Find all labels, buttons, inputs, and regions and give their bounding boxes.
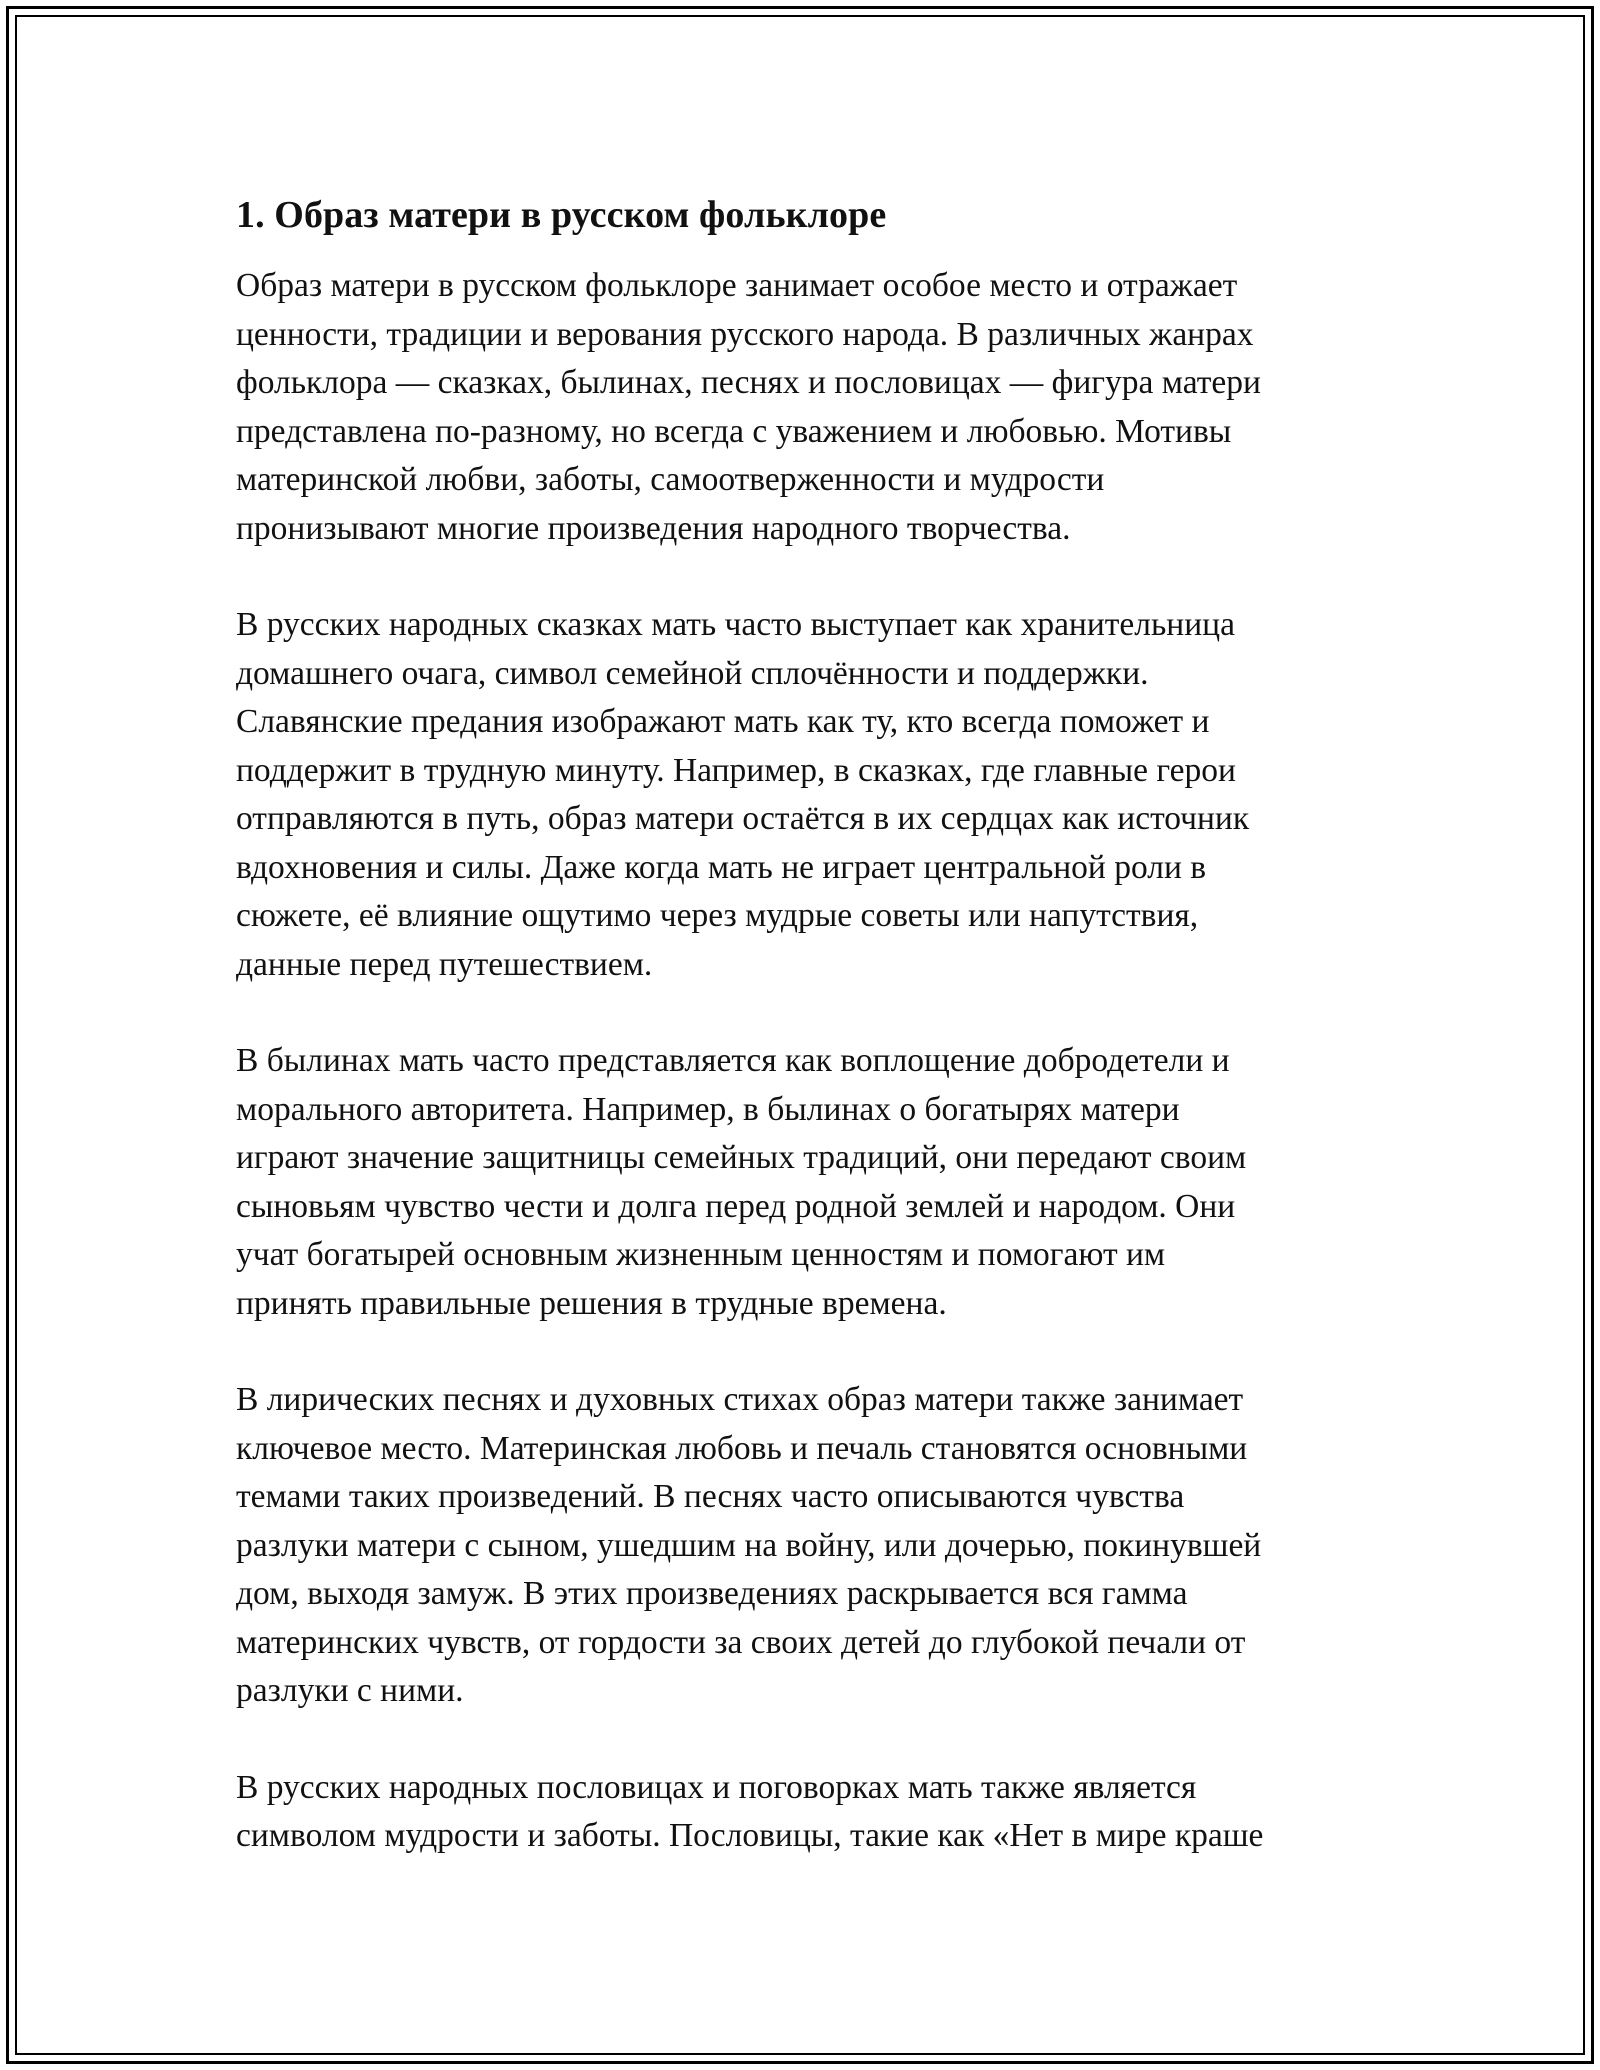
section-heading: 1. Образ матери в русском фольклоре <box>236 194 887 236</box>
document-body <box>236 186 1396 1909</box>
paragraph-proverbs: В русских народных пословицах и поговорках мать также является символом мудрости и заботы. Пословицы, такие как «Нет в мире краше <box>236 1768 1264 1854</box>
paragraph-intro: Образ матери в русском фольклоре занимает особое место и отражает ценности, традиции и верования русского народа. В различных жанрах фольклора — сказках, былинах, песнях и пословицах — фигура матери представлена по-разному, но всегда с уважением и любовью. Мотивы материнской любви, заботы, самоотверженности и мудрости пронизывают многие произведения народного творчества. <box>236 267 1261 547</box>
paragraph-byliny: В былинах мать часто представляется как воплощение добродетели и морального авторитета. Например, в былинах о богатырях матери играют значение защитницы семейных традиций, они передают своим сыновьям чувство чести и долга перед родной землей и народом. Они учат богатырей основным жизненным ценностям и помогают им принять правильные решения в трудные времена. <box>236 1042 1247 1322</box>
paragraph-fairy-tales: В русских народных сказках мать часто выступает как хранительница домашнего очага, символ семейной сплочённости и поддержки. Славянские предания изображают мать как ту, кто всегда поможет и поддержит в трудную минуту. Например, в сказках, где главные герои отправляются в путь, образ матери остаётся в их сердцах как источник вдохновения и силы. Даже когда мать не играет центральной роли в сюжете, её влияние ощутимо через мудрые советы или напутствия, данные перед путешествием. <box>236 606 1250 983</box>
paragraph-lyric-songs: В лирических песнях и духовных стихах образ матери также занимает ключевое место. Материнская любовь и печаль становятся основными темами таких произведений. В песнях часто описываются чувства разлуки матери с сыном, ушедшим на войну, или дочерью, покинувшей дом, выходя замуж. В этих произведениях раскрывается вся гамма материнских чувств, от гордости за своих детей до глубокой печали от разлуки с ними. <box>236 1381 1262 1709</box>
